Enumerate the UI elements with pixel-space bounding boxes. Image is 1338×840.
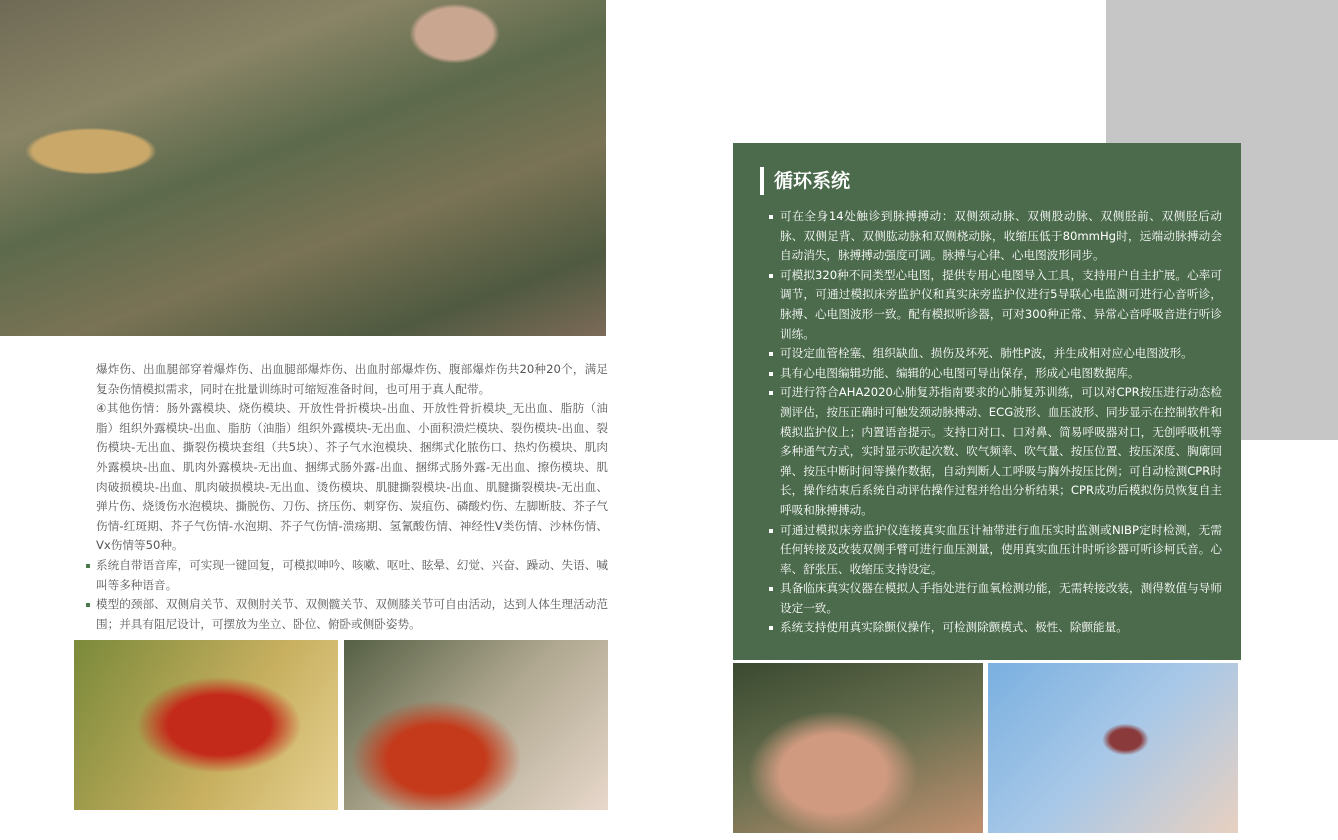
wound-module-photo bbox=[74, 640, 338, 810]
manikin-soldier-photo bbox=[0, 0, 606, 336]
paragraph: ④其他伤情：肠外露模块、烧伤模块、开放性骨折模块-出血、开放性骨折模块_无出血、脂肪（油脂）组织外露模块-出血、脂肪（油脂）组织外露模块-无出血、小面积溃烂模块、裂伤模块-出血、裂伤模块-无出血、撕裂伤模块套组（共5块）、芥子气水泡模块、捆绑式化脓伤口、热灼伤模块、肌肉外露模块-出血、肌肉外露模块-无出血、捆绑式肠外露-出血、捆绑式肠外露-无出血、擦伤模块、肌肉破损模块-出血、肌肉破损模块-无出血、烫伤模块、肌腱撕裂模块-出血、肌腱撕裂模块-无出血、弹片伤、烧烫伤水泡模块、撕脱伤、刀伤、挤压伤、刺穿伤、炭疽伤、磷酸灼伤、左脚断肢、芥子气伤情-红斑期、芥子气伤情-水泡期、芥子气伤情-溃疡期、氢氰酸伤情、神经性V类伤情、沙林伤情、Vx伤情等50种。 bbox=[96, 401, 608, 553]
bullet-item: 模型的颈部、双侧肩关节、双侧肘关节、双侧髋关节、双侧膝关节可自由活动，达到人体生理活动范围；并具有阻尼设计，可摆放为坐立、卧位、俯卧或侧卧姿势。 bbox=[96, 595, 608, 634]
bullet-item: 可模拟320种不同类型心电图，提供专用心电图导入工具，支持用户自主扩展。心率可调节，可通过模拟床旁监护仪和真实床旁监护仪进行5导联心电监测可进行心音听诊，脉搏、心电图波形一致。配有模拟听诊器，可对300种正常、异常心音呼吸音进行听诊训练。 bbox=[780, 266, 1222, 344]
left-text-block bbox=[96, 360, 608, 634]
bullet-item: 具有心电图编辑功能、编辑的心电图可导出保存，形成心电图数据库。 bbox=[780, 364, 1222, 384]
bullet-item: 可设定血管栓塞、组织缺血、损伤及坏死、肺性P波，并生成相对应心电图波形。 bbox=[780, 344, 1222, 364]
bullet-item: 可通过模拟床旁监护仪连接真实血压计袖带进行血压实时监测或NIBP定时检测，无需任何转接及改装双侧手臂可进行血压测量，使用真实血压计时听诊器可听诊柯氏音。心率、舒张压、收缩压支持设定。 bbox=[780, 521, 1222, 580]
gloved-procedure-photo bbox=[988, 663, 1238, 833]
section-title: 循环系统 bbox=[760, 167, 850, 195]
bullet-item: 可进行符合AHA2020心肺复苏指南要求的心肺复苏训练，可以对CPR按压进行动态检测评估，按压正确时可触发颈动脉搏动、ECG波形、血压波形、同步显示在控制软件和模拟监护仪上；内置语音提示。支持口对口、口对鼻、简易呼吸器对口，无创呼吸机等多种通气方式，实时显示吹起次数、吹气频率、吹气量、按压位置、按压深度、胸廓回弹、按压中断时间等操作数据，自动判断人工呼吸与胸外按压比例；可自动检测CPR时长，操作结束后系统自动评估操作过程并给出分析结果；CPR成功后模拟伤员恢复自主呼吸和脉搏搏动。 bbox=[780, 383, 1222, 520]
bullet-item: 具备临床真实仪器在模拟人手指处进行血氧检测功能，无需转接改装，测得数值与导师设定一致。 bbox=[780, 579, 1222, 618]
field-treatment-photo bbox=[733, 663, 983, 833]
paragraph: 爆炸伤、出血腿部穿着爆炸伤、出血腿部爆炸伤、出血肘部爆炸伤、腹部爆炸伤共20种20个，满足复杂伤情模拟需求，同时在批量训练时可缩短准备时间，也可用于真人配带。 bbox=[96, 362, 608, 396]
bullet-item: 系统自带语音库，可实现一键回复，可模拟呻吟、咳嗽、呕吐、眩晕、幻觉、兴奋、躁动、失语、喊叫等多种语音。 bbox=[96, 556, 608, 595]
circulation-section bbox=[733, 143, 1241, 660]
wound-module-photo bbox=[344, 640, 608, 810]
bullet-item: 系统支持使用真实除颤仪操作，可检测除颤模式、极性、除颤能量。 bbox=[780, 618, 1222, 638]
bullet-item: 可在全身14处触诊到脉搏搏动：双侧颈动脉、双侧股动脉、双侧胫前、双侧胫后动脉、双侧足背、双侧肱动脉和双侧桡动脉，收缩压低于80mmHg时，远端动脉搏动会自动消失，脉搏搏动强度可调。脉搏与心律、心电图波形同步。 bbox=[780, 207, 1222, 266]
